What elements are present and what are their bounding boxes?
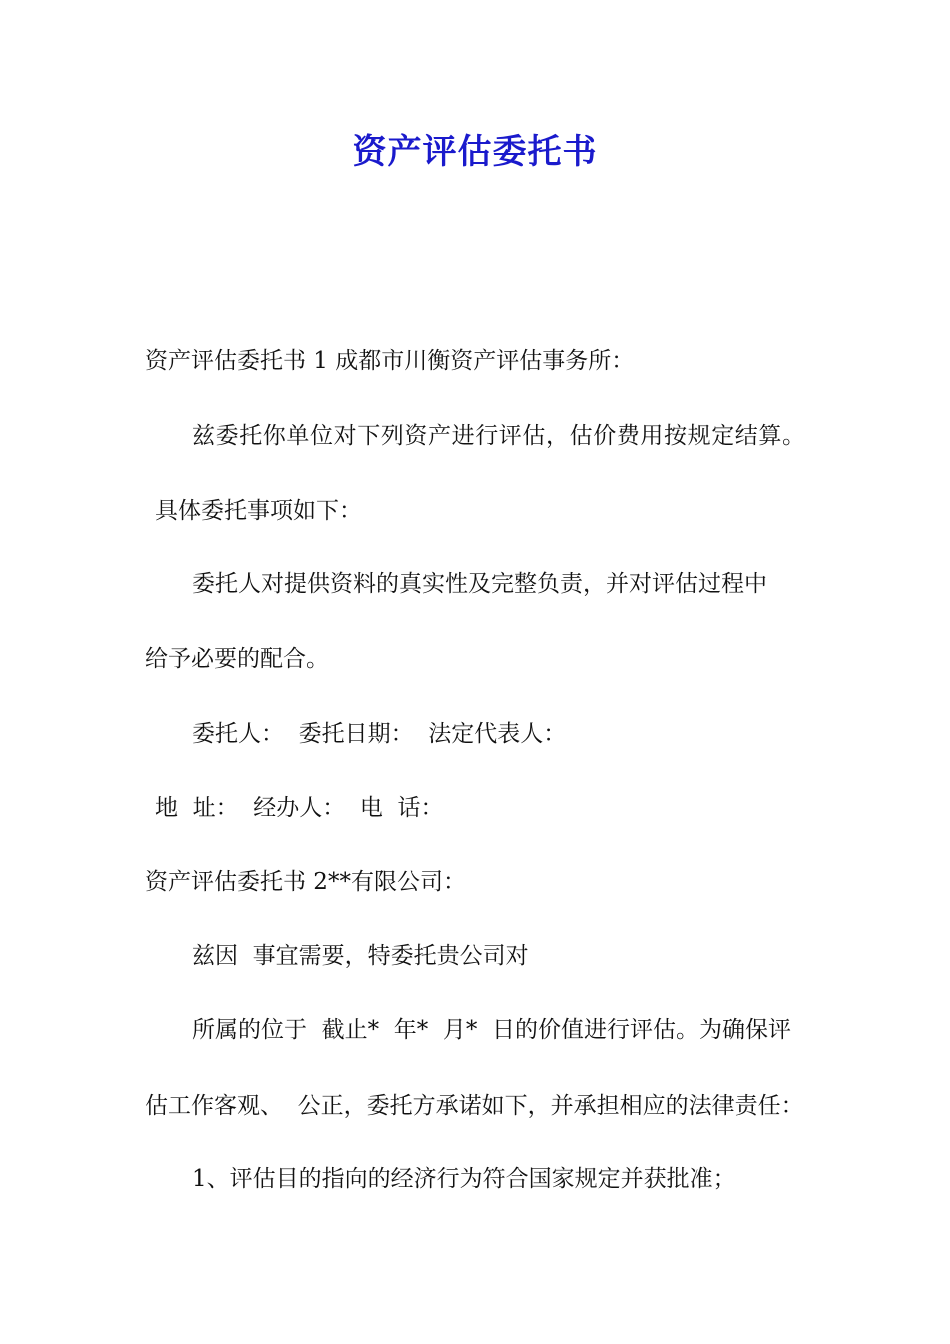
text-line-6: 委托人： 委托日期： 法定代表人： (192, 721, 567, 747)
text-line-11: 估工作客观、 公正，委托方承诺如下，并承担相应的法律责任： (145, 1093, 804, 1119)
text-line-5: 给予必要的配合。 (145, 646, 329, 672)
text-line-12: 1、评估目的指向的经济行为符合国家规定并获批准； (192, 1166, 736, 1192)
text-line-1: 资产评估委托书 1 成都市川衡资产评估事务所： (145, 348, 635, 374)
text-line-3: 具体委托事项如下： (155, 498, 362, 524)
text-line-2: 兹委托你单位对下列资产进行评估，估价费用按规定结算。 (192, 423, 806, 449)
text-line-9: 兹因 事宜需要，特委托贵公司对 (192, 943, 529, 969)
text-line-4: 委托人对提供资料的真实性及完整负责，并对评估过程中 (192, 571, 767, 597)
document-title: 资产评估委托书 (352, 132, 598, 172)
text-line-8: 资产评估委托书 2**有限公司： (145, 869, 466, 895)
text-line-7: 地 址： 经办人： 电 话： (155, 795, 444, 821)
text-line-10: 所属的位于 截止* 年* 月* 日的价值进行评估。为确保评 (192, 1017, 791, 1043)
